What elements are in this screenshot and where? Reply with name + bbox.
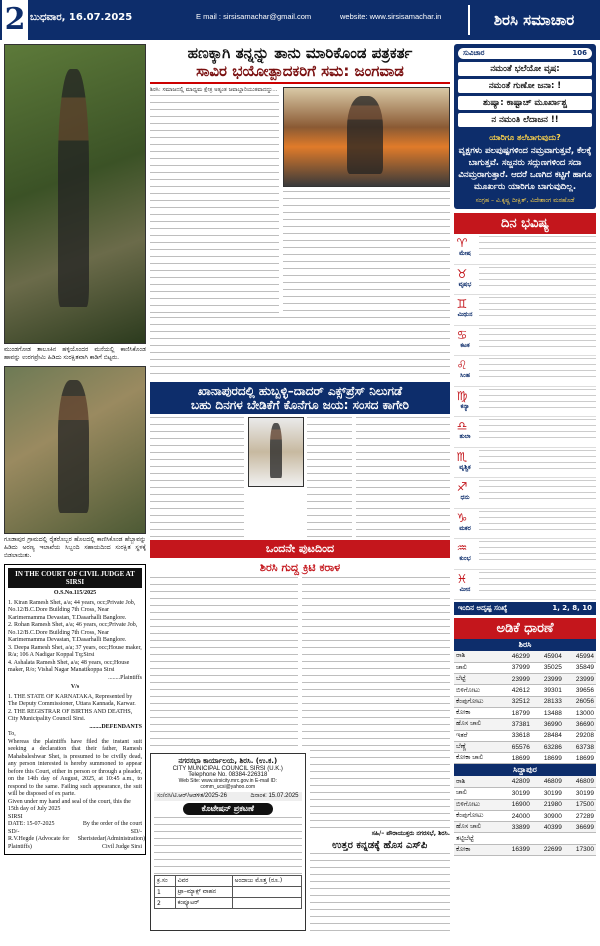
market-table-sirsi [454,651,596,764]
price-cell: 42612 [500,685,532,696]
table-row [454,651,596,662]
court-notice [4,564,146,855]
notice-office-en: CITY MUNICIPAL COUNCIL SIRSI (U.K.) [172,766,283,772]
quotation-notice [150,753,306,931]
price-cell: 37999 [500,662,532,673]
commodity-name: ಬಿಳಿಗೋಟು [454,685,500,696]
price-cell: 26056 [564,696,596,707]
plaintiff-item: 2. Rohan Ramesh Shet, a/a; 46 years, occ;Private Job, No.12/B.C.Dore Building 7th Cross, Near Karimemamma Devastan, T.Dasarhalli Banglore. [8,622,138,643]
horoscope-row [454,387,596,418]
lead-article [150,87,450,317]
quote-label: ಸುವಿಚಾರ [463,49,485,57]
price-cell: 13000 [564,707,596,718]
horoscope-row [454,265,596,296]
horoscope-row [454,417,596,448]
price-cell: 35025 [532,662,564,673]
price-cell: 45904 [532,651,564,662]
table-row [454,685,596,696]
table-row [454,822,596,833]
price-cell: 33899 [500,822,532,833]
zodiac-icon: ♋ [456,327,468,342]
zodiac-icon: ♏ [456,449,468,464]
zodiac-icon: ♍ [456,388,468,403]
price-cell: 63286 [532,741,564,752]
section-label: ಒಂದನೇ ಪುಟದಿಂದ [150,540,450,558]
plaintiff-item: 4. Ashalata Ramesh Shet, a/a; 48 years, occ;House maker, R/o; Vishal Nagar Manatikoppa Sirsi [8,659,130,673]
price-cell: 42809 [500,776,532,787]
table-row: 2 ಕಂಪ್ಯೂಟರ್ [155,898,302,909]
horoscope-text [479,480,596,504]
price-cell: 36690 [564,719,596,730]
article-text [310,750,450,828]
article-text [150,417,244,537]
zodiac-icon: ♓ [456,571,468,586]
table-row [454,844,596,855]
sign: SD/- [8,828,20,835]
price-cell: 35849 [564,662,596,673]
left-column [4,44,146,855]
page-number: 2 [2,0,28,40]
market-table-siddapur [454,776,596,856]
horoscope-text [479,511,596,535]
side-headline: ಉತ್ತರ ಕನ್ನಡಕ್ಕೆ ಹೊಸ ಎಸ್‌ಪಿ [332,840,428,851]
price-cell: 30199 [532,788,564,799]
given-line: Given under my hand and seal of the court, this the 15th day of July 2025 [8,798,131,812]
price-cell: 27289 [564,810,596,821]
zodiac-name: ತುಲಾ [459,433,471,440]
headline-line: ಖಾನಾಪುರದಲ್ಲಿ ಹುಬ್ಬಳ್ಳಿ–ದಾದರ್ ಎಕ್ಸ್‌ಪ್ರೆಸ್ ನಿಲುಗಡೆ [197,384,403,398]
zodiac-name: ಮೀನ [459,585,471,593]
table-row [454,696,596,707]
notice-web: Web Site: www.sirsicity.mrc.gov.in E-mail ID: comm_ucsi@yahoo.com [178,778,277,790]
commodity-name: ಕೋಕಾ [454,844,500,855]
horoscope-text [479,541,596,565]
commodity-name: ಹೊಸ ಚಾಲಿ [454,719,500,730]
table-row [454,788,596,799]
price-cell: 30900 [532,810,564,821]
price-cell: 36990 [532,719,564,730]
notice-sign: ಸಹಿ/– ಪೌರಾಯುಕ್ತರು ನಗರಸಭೆ, ಶಿರಸಿ. [371,830,450,837]
defendant-item: 2. THE REGISTRAR OF BIRTHS AND DEATHS, City Municipality Council Sirsi. [8,708,133,722]
court-title: IN THE COURT OF CIVIL JUDGE AT SIRSI [8,568,142,588]
price-cell: 63738 [564,741,596,752]
horoscope-row [454,448,596,479]
quote-number: 106 [572,49,587,57]
table-row [454,833,596,844]
article-text [310,853,450,931]
commodity-name: ಕೋಕಾ ಚಾಲಿ [454,753,500,764]
rail-headline [150,382,450,414]
price-cell: 46809 [564,776,596,787]
horoscope-text [479,358,596,382]
advocate: R.V.Hegde (Advocate for Plaintiffs) [8,836,70,850]
price-cell: 33618 [500,730,532,741]
zodiac-name: ವೃಶ್ಚಿಕ [459,463,471,471]
zodiac-name: ವೃಷಭ [458,280,472,288]
sheristedar: Sheristedar(Administration) Civil Judge Sirsi [77,836,146,850]
commodity-name: ಇತರೆ [454,730,500,741]
contact-website: website: www.sirsisamachar.in [340,12,442,21]
price-cell: 28133 [532,696,564,707]
table-row [454,707,596,718]
article-text [150,87,279,317]
horoscope-row [454,570,596,601]
newspaper-logo: ಶಿರಸಿ ಸಮಾಚಾರ [468,5,598,35]
case-number: O.S.No.115/2025 [53,590,97,596]
horoscope-row [454,356,596,387]
dated: DATE: 15-07-2025 [8,821,55,827]
price-cell: 22699 [532,844,564,855]
commodity-name: ಚಾಲಿ [454,662,500,673]
price-cell: 30199 [500,788,532,799]
zodiac-name: ಮೇಷ [459,250,471,257]
price-cell: 46299 [500,651,532,662]
zodiac-name: ಸಿಂಹ [459,372,470,379]
price-cell: 46809 [532,776,564,787]
photo-snake-catcher [4,44,146,344]
horoscope-row [454,509,596,540]
zodiac-icon: ♒ [456,541,468,555]
commodity-name: ಹೊಸ ಚಾಲಿ [454,822,500,833]
place: SIRSI [8,813,23,820]
horoscope-text [479,572,596,596]
table-row [454,730,596,741]
market-location: ಸಿದ್ದಾಪುರ [454,764,596,776]
zodiac-icon: ♐ [456,480,468,494]
commodity-name: ಕೋಕಾ [454,707,500,718]
zodiac-name: ಮಿಥುನ [457,311,473,318]
to-label: To, [8,731,16,737]
horoscope-title: ದಿನ ಭವಿಷ್ಯ [454,213,596,234]
price-cell: 17500 [564,799,596,810]
zodiac-icon: ♌ [456,358,468,372]
plaintiffs-label: ........Plaintiffs [108,674,142,681]
table-row [454,799,596,810]
horoscope-row [454,478,596,509]
article-snippet: ಶಿರಸಿ: ಸಮಾಜದಲ್ಲಿ ಮಾಧ್ಯಮ ಕ್ಷೇತ್ರ ಅತ್ಯಂತ ಜವಾಬ್ದಾರಿಯುತವಾದದ್ದು... [150,87,278,93]
article-text [302,577,450,747]
horoscope-text [479,236,596,260]
notice-table [154,875,302,909]
quote-source: ಸಂಗ್ರಹ – ವಿ.ಕೃಷ್ಣ ದೀಕ್ಷಿತ್, ವಿದೇಶಾಂಗ ಮಠಹೊಡೆ [475,197,575,204]
notice-text [154,817,302,875]
commodity-name: ರಾಶಿ [454,776,500,787]
quote-line: ನಮಂತೆ ಭಲೆಯೋ ವೃಷ: [458,62,592,76]
table-row [454,776,596,787]
price-cell: 24000 [500,810,532,821]
article-text [356,417,450,537]
order-line: By the order of the court [82,821,142,827]
zodiac-name: ಮಕರ [459,524,471,532]
photo-python-rescue [4,366,146,534]
photo-caption: ಗೂಡಾಪುರ ಗ್ರಾಮದಲ್ಲಿ ರೈತರೊಬ್ಬರ ಹೊಲದಲ್ಲಿ ಕಾಣಿಸಿಕೊಂಡ ಹೆಬ್ಬಾವನ್ನು ಹಿಡಿದು ಅರಣ್ಯ ಇಲಾಖೆಯ ಸಿಬ್ಬಂದಿ ಸಹಾಯದಿಂದ ಸುರಕ್ಷಿತ ಸ್ಥಳಕ್ಕೆ ಬಿಡಲಾಯಿತು. [4,536,146,559]
price-cell: 16399 [500,844,532,855]
horoscope-text [479,328,596,352]
price-cell: 13488 [532,707,564,718]
horoscope-text [479,389,596,413]
right-column [454,44,596,856]
quote-line: ಶುಷ್ಯಾ: ಕಾಷ್ಟಾಚ್ ಮೂರ್ಖಾಶ್ಚ [458,96,592,110]
photo-caption: ಮುಂಡಗೋಡ ತಾಲೂಕಿನ ಹಳ್ಳಿಯೊಂದರ ಮನೆಯಲ್ಲಿ ಕಾಣಿಸಿಕೊಂಡ ಹಾವನ್ನು ಉರಗಪ್ರೇಮಿ ಹಿಡಿದು ಸುರಕ್ಷಿತವಾಗಿ ಕಾಡಿಗೆ ಬಿಟ್ಟರು. [4,346,146,361]
table-row [454,674,596,685]
article-text [150,317,450,379]
table-header: ಅಂದಾಜು ಮೊತ್ತ (ರೂ.) [232,876,301,887]
horoscope-row [454,539,596,570]
price-cell [500,833,532,844]
quote-line: ನಮಂತೆ ಗುಣೋ ಜನಾ: ! [458,79,592,93]
price-cell: 45994 [564,651,596,662]
market-location: ಶಿರಸಿ [454,639,596,651]
quote-answer: ವೃಕ್ಷಗಳು ಪಲಪುಷ್ಪಗಳಿಂದ ನಮ್ರವಾಗುತ್ತವೆ, ಕೆಲಕ್ಕೆ ಬಾಗುತ್ತವೆ. ಸಜ್ಜನರು ಸದ್ಗುಣಗಳಿಂದ ಸದಾ ವಿನಮ್ರರಾಗುತ್ತಾರೆ. ಆದರೆ ಒಣಗಿದ ಕಟ್ಟಿಗೆ ಹಾಗೂ ಮೂರ್ಖರು ಯಾರಿಗೂ ಬಾಗುವುದಿಲ್ಲ. [458,146,592,192]
price-cell: 32512 [500,696,532,707]
photo-press-meet [283,87,450,187]
court-body: Whereas the plaintiffs have filed the instant suit seeking a declaration that their father, Ramesh Mahabaleshwar Shet, is presumed to be civilly dead, any person interested is hereby summoned to appear before this Court, either in person or through a pleader, on the 14th day of August, 2025, at 10:45 a.m., to respond to the same. Failing such appearance, the suit will be disposed of ex parte. [8,738,142,797]
price-cell: 23999 [532,674,564,685]
price-cell: 40399 [532,822,564,833]
price-cell: 16900 [500,799,532,810]
headline-line: ಹಣಕ್ಕಾಗಿ ತನ್ನನ್ನು ತಾನು ಮಾರಿಕೊಂಡ ಪತ್ರಕರ್ತ [187,44,413,62]
zodiac-icon: ♊ [456,297,468,311]
table-header: ಕ್ರ.ಸಂ [155,876,176,887]
commodity-name: ತಟ್ಟಿಬೆಟ್ಟೆ [454,833,500,844]
lead-headline [150,44,450,84]
table-row [454,662,596,673]
price-cell: 39656 [564,685,596,696]
notice-date: ದಿನಾಂಕ: 15.07.2025 [250,793,299,799]
masthead [0,0,600,40]
zodiac-icon: ♉ [456,266,468,281]
horoscope-list [454,234,596,600]
price-cell: 18699 [532,753,564,764]
quote-box [454,44,596,209]
continued-article [150,577,450,747]
photo-mp-portrait [248,417,304,487]
zodiac-name: ಕಟಕ [460,341,470,349]
commodity-name: ಬಿಳಿಗೋಟು [454,799,500,810]
price-cell: 29208 [564,730,596,741]
commodity-name: ಬೆಟ್ಟೆ [454,674,500,685]
price-cell: 18799 [500,707,532,718]
price-cell: 17300 [564,844,596,855]
versus: V/s [70,684,80,690]
horoscope-text [479,450,596,474]
lucky-numbers-bar [454,602,596,615]
table-row [454,810,596,821]
commodity-name: ರಾಶಿ [454,651,500,662]
plaintiff-item: 1. Kiran Ramesh Shet, a/a; 44 years, occ;Private Job, No.12/B.C.Dore Building 7th Cross, Near Karimemamma Devastan, T.Dasarhalli Banglore. [8,599,136,621]
commodity-name: ಕೆಂಪುಗೋಟು [454,696,500,707]
table-row: 1 ಟ್ರಾ–ಮ್ಯಾಕ್ಸ್ ವಾಹನ [155,887,302,898]
table-row [454,741,596,752]
price-cell: 37381 [500,719,532,730]
horoscope-text [479,267,596,291]
zodiac-name: ಧನು [460,494,470,501]
horoscope-row [454,326,596,357]
price-cell: 18699 [500,753,532,764]
zodiac-name: ಕನ್ಯಾ [460,402,470,410]
table-header: ವಿವರ [175,876,232,887]
market-title: ಅಡಿಕೆ ಧಾರಣೆ [454,618,596,639]
price-cell: 65576 [500,741,532,752]
article-right [283,87,450,317]
price-cell: 21980 [532,799,564,810]
price-cell: 23999 [500,674,532,685]
price-cell [532,833,564,844]
sign: SD/- [130,828,142,835]
zodiac-icon: ♈ [456,236,468,250]
notice-ref: ಸಂ/ನಸಿ/ಟಿ.ಆರ್/ಆಡಳಿತ/2025-26 [157,793,227,799]
headline-line: ಸಾವಿರ ಭಯೋತ್ಪಾದಕರಿಗೆ ಸಮ: ಜಂಗವಾಡ [196,62,404,80]
commodity-name: ಚಾಲಿ [454,788,500,799]
horoscope-text [479,297,596,321]
price-cell: 23999 [564,674,596,685]
table-row [454,719,596,730]
defendants-label: ........DEFENDANTS [89,723,142,730]
headline-line: ಬಹು ದಿನಗಳ ಬೇಡಿಕೆಗೆ ಕೊನೆಗೂ ಜಯ: ಸಂಸದ ಕಾಗೇರಿ [190,398,410,412]
price-cell: 18699 [564,753,596,764]
defendant-item: 1. THE STATE OF KARNATAKA, Represented by The Deputy Commissioner, Uttara Kannada, Karwar. [8,693,136,707]
price-cell [564,833,596,844]
notice-phone: Telephone No. 08384-226318 [188,772,268,778]
plaintiff-item: 3. Deepa Ramesh Shet, a/a; 37 years, occ;House maker, R/a; 106 A Nadigar Koppal Tq;Sirsi [8,644,142,658]
notice-title: ಕೊಟೇಷನ್ ಪ್ರಕಟಣೆ [183,803,273,815]
zodiac-icon: ♑ [456,510,468,525]
lucky-numbers: 1, 2, 8, 10 [552,604,592,612]
zodiac-name: ಕುಂಭ [459,555,471,562]
article-text [307,417,352,537]
price-cell: 28484 [532,730,564,741]
horoscope-row [454,295,596,326]
quote-question: ಯಾರಿಗೂ ತಲೆಬಾಗುವುದು? [489,133,561,142]
issue-date: ಬುಧವಾರ, 16.07.2025 [30,12,133,23]
price-cell: 36699 [564,822,596,833]
horoscope-row [454,234,596,265]
zodiac-icon: ♎ [456,419,468,433]
lucky-label: ಇಂದಿನ ಅದೃಷ್ಟ ಸಂಖ್ಯೆ [458,604,508,612]
sub-headline: ಶಿರಸಿ ಗುದ್ದ ಕ್ರಿಟಿ ಕರಾಳ [259,561,341,574]
commodity-name: ಕೆಂಪುಗೋಟು [454,810,500,821]
table-row [454,753,596,764]
rail-article [150,417,450,537]
horoscope-text [479,419,596,443]
contact-email: E mail : sirsisamachar@gmail.com [196,12,312,21]
quote-line: ನ ನಮಂತಿ ಲೆದಾಜನ !! [458,113,592,127]
price-cell: 30199 [564,788,596,799]
commodity-name: ಬೆಣ್ಣೆ [454,741,500,752]
price-cell: 39301 [532,685,564,696]
middle-column [150,44,450,931]
notice-office: ನಗರಸಭಾ ಕಾರ್ಯಾಲಯ, ಶಿರಸಿ. (ಉ.ಕ.) [178,757,278,765]
article-text [150,577,298,747]
